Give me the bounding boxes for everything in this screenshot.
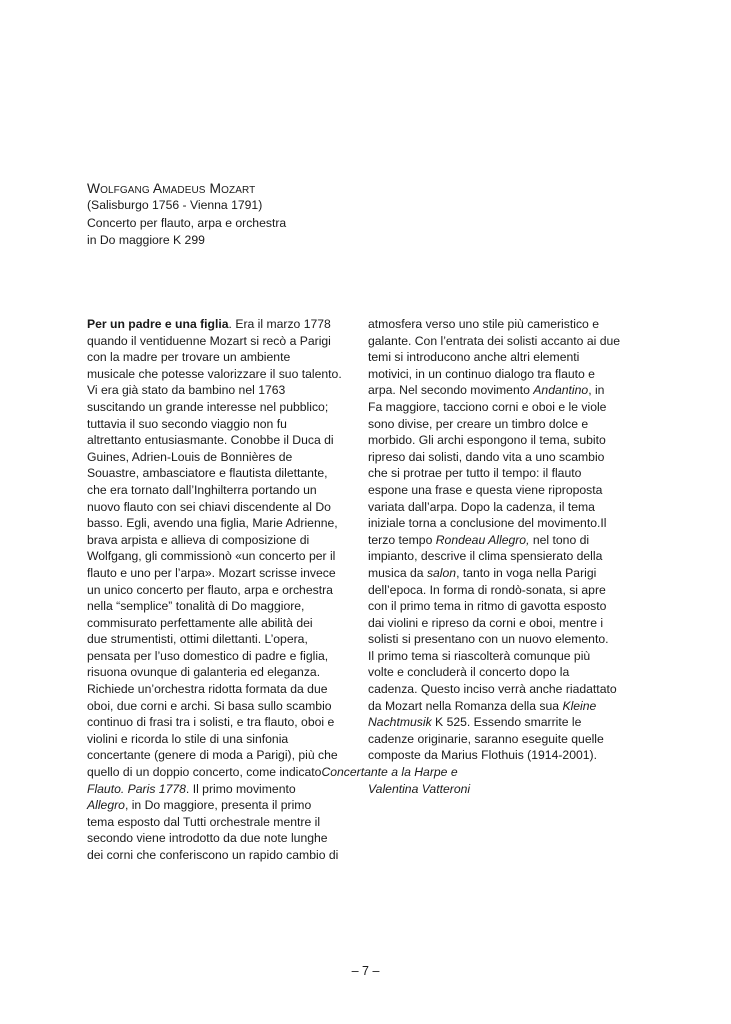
concert-header (87, 180, 487, 250)
work-title-line2: in Do maggiore K 299 (87, 233, 205, 248)
text-line: Richiede un’orchestra ridotta formata da due (87, 682, 328, 697)
text-line: violini e ricorda lo stile di una sinfonia (87, 731, 289, 746)
text-line: Il primo tema si riascolterà comunque più (368, 648, 591, 663)
text-line: un unico concerto per flauto, arpa e orchestra (87, 582, 333, 597)
text-line: Wolfgang, gli commissionò «un concerto per il (87, 549, 336, 564)
program-note-continuation (368, 316, 633, 764)
salon-line (368, 565, 633, 582)
text-line: solisti si presentano con un nuovo elemento. (368, 632, 609, 647)
text-line: che era tornato dall’Inghilterra portando un (87, 482, 317, 497)
right-column (368, 316, 633, 797)
text-line: sono divise, per creare un timbro dolce e (368, 416, 589, 431)
autograph-title-cont: Flauto. Paris 1778 (87, 781, 186, 796)
text-line: Souastre, ambasciatore e flautista dilettante, (87, 466, 328, 481)
text-fragment: K 525. Essendo smarrite le (431, 715, 582, 730)
autograph-line (87, 764, 458, 781)
text-line: Fa maggiore, tacciono corni e oboi e le viole (368, 399, 607, 414)
first-line (87, 316, 350, 333)
text-line: con il primo tema in ritmo di gavotta esposto (368, 599, 607, 614)
text-line: tema esposto dal Tutti orchestrale mentre il (87, 814, 321, 829)
text-line: oboi, due corni e archi. Si basa sullo scambio (87, 698, 332, 713)
text-fragment: musica da (368, 565, 427, 580)
text-line: continuo di frasi tra i solisti, e tra flauto, oboi e (87, 715, 335, 730)
text-line: secondo viene introdotto da due note lunghe (87, 831, 328, 846)
text-line: cadenze originarie, saranno eseguite quelle (368, 731, 604, 746)
work-name-cont: Nachtmusik (368, 715, 432, 730)
text-fragment: da Mozart nella Romanza della sua (368, 698, 563, 713)
emphasis-salon: salon (426, 565, 457, 580)
section-heading: Per un padre e una figlia (87, 317, 229, 331)
text-line: dei corni che conferiscono un rapido cambio di (87, 848, 339, 862)
text-line: cadenza. Questo inciso verrà anche riadattato (368, 682, 617, 697)
text-line: concertante (genere di moda a Parigi), più che (87, 748, 338, 763)
text-fragment: , in (588, 383, 605, 398)
allegro-line (87, 797, 350, 814)
text-fragment: , in Do maggiore, presenta il primo (124, 798, 312, 813)
text-line: commisurato perfettamente alle abilità dei (87, 615, 313, 630)
author-signature: Valentina Vatteroni (368, 781, 471, 796)
text-line: impianto, descrive il clima spensierato della (368, 549, 603, 564)
nacht-line (368, 714, 633, 731)
text-line: motivici, in un continuo dialogo tra flauto e (368, 366, 595, 381)
text-fragment: . Il primo movimento (185, 781, 296, 796)
text-line: nella “semplice” tonalità di Do maggiore, (87, 599, 305, 614)
text-fragment: quello di un doppio concerto, come indicato (87, 765, 322, 780)
page-number: – 7 – (351, 964, 380, 978)
text-line: risuona ovunque di galanteria ed eleganza. (87, 665, 321, 680)
movement-name: Rondeau Allegro, (435, 532, 530, 547)
autograph-title: Concertante a la Harpe e (321, 765, 458, 780)
text-line: Guines, Adrien-Louis de Bonnières de (87, 449, 293, 464)
work-name: Kleine (562, 698, 597, 713)
text-line: basso. Egli, avendo una figlia, Marie Adrienne, (87, 516, 338, 531)
text-line: musicale che potesse valorizzare il suo talento. (87, 366, 342, 381)
text-line: tuttavia il suo secondo viaggio non fu (87, 416, 287, 431)
text-line: morbido. Gli archi espongono il tema, subito (368, 433, 606, 448)
andantino-line (368, 382, 633, 399)
text-line: nuovo flauto con sei chiavi discendente al Do (87, 499, 331, 514)
text-line: galante. Con l’entrata dei solisti accanto ai due (368, 333, 621, 348)
text-fragment: , tanto in voga nella Parigi (456, 565, 597, 580)
text-line: iniziale torna a conclusione del movimento.Il (368, 516, 607, 531)
text-line: dai violini e ripreso da corni e oboi, mentre i (368, 615, 604, 630)
text-line: ripreso dai solisti, dando vita a uno scambio (368, 449, 605, 464)
text-line: Vi era già stato da bambino nel 1763 (87, 383, 286, 398)
composer-dates: (Salisburgo 1756 - Vienna 1791) (87, 198, 263, 213)
text-line: atmosfera verso uno stile più cameristico e (368, 317, 599, 331)
text-fragment: nel tono di (529, 532, 590, 547)
text-line: con la madre per trovare un ambiente (87, 350, 291, 365)
kleine-line (368, 698, 633, 715)
text-line: che si protrae per tutto il tempo: il flauto (368, 466, 582, 481)
text-line: . Era il marzo 1778 (228, 317, 331, 331)
text-fragment: arpa. Nel secondo movimento (368, 383, 534, 398)
author-signature-block (368, 781, 633, 798)
text-line: composte da Marius Flothuis (1914-2001). (368, 748, 597, 763)
text-line: due strumentisti, ottimi dilettanti. L’opera, (87, 632, 308, 647)
autograph-line-2 (87, 781, 350, 798)
movement-name: Allegro (87, 798, 125, 813)
work-title-line1: Concerto per flauto, arpa e orchestra (87, 215, 287, 230)
composer-name: Wolfgang Amadeus Mozart (87, 181, 256, 196)
text-line: flauto e uno per l’arpa». Mozart scrisse invece (87, 565, 336, 580)
text-line: suscitando un grande interesse nel pubblico; (87, 399, 329, 414)
text-line: variata dall’arpa. Dopo la cadenza, il tema (368, 499, 595, 514)
text-line: dell’epoca. In forma di rondò-sonata, si apre (368, 582, 606, 597)
text-line: brava arpista e allieva di composizione di (87, 532, 310, 547)
text-line: temi si introducono anche altri elementi (368, 350, 580, 365)
rondeau-line (368, 532, 633, 549)
text-fragment: terzo tempo (368, 532, 436, 547)
text-line: volte e concluderà il concerto dopo la (368, 665, 570, 680)
text-line: altrettanto entusiasmante. Conobbe il Duca di (87, 433, 334, 448)
text-line: quando il ventiduenne Mozart si recò a Parigi (87, 333, 331, 348)
movement-name: Andantino (533, 383, 589, 398)
text-line: espone una frase e questa viene riproposta (368, 482, 603, 497)
text-line: pensata per l’uso domestico di padre e figlia, (87, 648, 329, 663)
